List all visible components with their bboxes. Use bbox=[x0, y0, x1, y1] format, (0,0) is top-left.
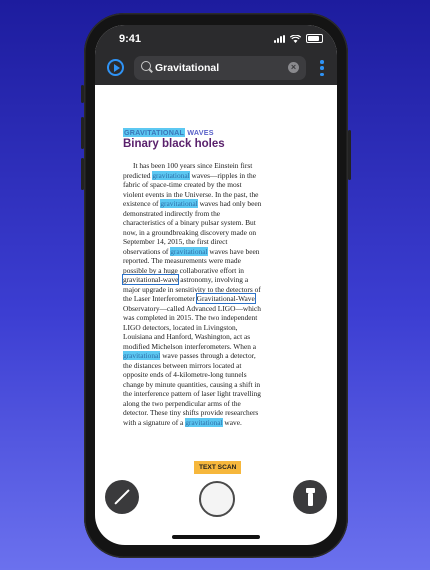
edit-button[interactable] bbox=[105, 480, 139, 514]
text-line bbox=[123, 408, 287, 418]
search-match-highlight[interactable]: gravitational bbox=[185, 417, 223, 427]
text-segment: fabric of space-time created by the most bbox=[123, 180, 242, 189]
text-line bbox=[123, 380, 287, 390]
text-line bbox=[123, 161, 287, 171]
text-segment: possible by a huge collaborative effort in bbox=[123, 265, 244, 275]
search-match-highlight[interactable]: gravitational bbox=[123, 351, 161, 360]
article-kicker bbox=[123, 128, 319, 137]
text-line bbox=[123, 275, 287, 285]
text-line bbox=[123, 389, 287, 399]
text-segment: major upgrade in sensitivity to the detectors of bbox=[123, 284, 261, 294]
volume-up-button bbox=[81, 117, 84, 149]
text-line bbox=[123, 370, 287, 380]
text-line bbox=[123, 342, 287, 352]
search-field[interactable] bbox=[134, 56, 306, 80]
text-line bbox=[123, 361, 287, 371]
text-line bbox=[123, 247, 287, 257]
text-line bbox=[123, 313, 287, 323]
text-line bbox=[123, 418, 287, 428]
search-match-highlight[interactable]: gravitational bbox=[152, 170, 190, 180]
text-segment: modified Michelson interferometers. When a bbox=[123, 341, 257, 351]
status-time: 9:41 bbox=[119, 33, 142, 45]
text-line bbox=[123, 332, 287, 342]
text-segment: reported. The measurements were made bbox=[123, 256, 241, 265]
signal-icon bbox=[274, 35, 285, 43]
text-segment: existence of bbox=[123, 199, 161, 208]
text-line bbox=[123, 180, 287, 190]
clear-search-icon[interactable]: × bbox=[288, 62, 299, 73]
text-segment: It has been 100 years since Einstein first bbox=[133, 161, 253, 170]
phone-screen bbox=[95, 25, 337, 545]
more-options-icon[interactable] bbox=[319, 60, 325, 76]
text-segment: was completed in 2015. The two independent bbox=[123, 313, 258, 322]
text-line bbox=[123, 209, 287, 219]
text-line bbox=[123, 237, 287, 247]
search-icon bbox=[141, 61, 151, 71]
text-line bbox=[123, 218, 287, 228]
play-icon[interactable] bbox=[107, 59, 124, 76]
search-toolbar bbox=[95, 55, 337, 81]
text-segment: September 14, 2015, the first direct bbox=[123, 237, 228, 246]
text-segment: with a signature of a bbox=[123, 417, 186, 427]
search-match-box[interactable]: Gravitational-Wave bbox=[196, 294, 255, 303]
text-segment: along the two perpendicular arms of the bbox=[123, 398, 241, 408]
text-line bbox=[123, 323, 287, 333]
text-segment: waves have been bbox=[207, 246, 260, 256]
scanned-document bbox=[123, 128, 319, 427]
text-segment: predicted bbox=[123, 170, 153, 180]
mute-switch bbox=[81, 85, 84, 103]
power-button bbox=[348, 130, 351, 180]
text-line bbox=[123, 171, 287, 181]
text-segment: characteristics of a binary pulsar system. But bbox=[123, 218, 256, 227]
search-match-highlight[interactable]: gravitational bbox=[160, 199, 198, 208]
text-segment: violent events in the Universe. In the past, the bbox=[123, 189, 259, 199]
text-segment: the distances between mirrors located at bbox=[123, 360, 242, 370]
text-segment: astronomy, involving a bbox=[178, 275, 249, 284]
text-segment: detector. These tiny shifts provide researchers bbox=[123, 408, 259, 417]
text-line bbox=[123, 190, 287, 200]
text-line bbox=[123, 399, 287, 409]
article-title: Binary black holes bbox=[123, 138, 225, 150]
text-line bbox=[123, 256, 287, 266]
scan-mode-label[interactable]: TEXT SCAN bbox=[194, 461, 241, 474]
status-icons bbox=[274, 34, 323, 43]
text-segment: the Laser Interferometer bbox=[123, 294, 197, 303]
text-segment: change by minute quantities, causing a shift in bbox=[123, 379, 261, 389]
text-segment: Observatory—called Advanced LIGO—which bbox=[123, 303, 261, 313]
text-line bbox=[123, 228, 287, 238]
text-segment: observations of bbox=[123, 246, 171, 256]
pencil-icon bbox=[114, 489, 130, 505]
search-input[interactable] bbox=[155, 60, 280, 76]
text-segment: opposite ends of 4-kilometre-long tunnels bbox=[123, 370, 247, 379]
text-segment: waves—ripples in the bbox=[189, 170, 256, 180]
text-segment: now, in a groundbreaking discovery made on bbox=[123, 227, 257, 237]
text-segment: LIGO detectors, located in Livingston, bbox=[123, 322, 238, 332]
text-segment: Louisiana and Hanford, Washington, act as bbox=[123, 332, 251, 341]
battery-icon bbox=[306, 34, 323, 43]
wifi-icon bbox=[290, 35, 301, 43]
top-bar bbox=[95, 25, 337, 85]
text-segment: demonstrated indirectly from the bbox=[123, 208, 221, 218]
capture-button[interactable] bbox=[199, 481, 235, 517]
text-line bbox=[123, 294, 287, 304]
text-segment: wave. bbox=[222, 417, 242, 427]
kicker-rest: WAVES bbox=[185, 128, 214, 137]
search-match-box[interactable]: gravitational-wave bbox=[123, 275, 179, 284]
text-line bbox=[123, 351, 287, 361]
text-line bbox=[123, 304, 287, 314]
search-match-highlight[interactable]: gravitational bbox=[170, 246, 208, 256]
text-segment: waves had only been bbox=[197, 199, 262, 208]
text-line bbox=[123, 199, 287, 209]
text-line bbox=[123, 266, 287, 276]
flashlight-button[interactable] bbox=[293, 480, 327, 514]
article-body bbox=[123, 161, 287, 427]
text-segment: wave passes through a detector, bbox=[160, 351, 256, 360]
text-segment: the interference pattern of laser light travelling bbox=[123, 389, 261, 398]
home-indicator bbox=[172, 535, 260, 539]
kicker-highlight: GRAVITATIONAL bbox=[124, 128, 185, 137]
volume-down-button bbox=[81, 158, 84, 190]
text-line bbox=[123, 285, 287, 295]
